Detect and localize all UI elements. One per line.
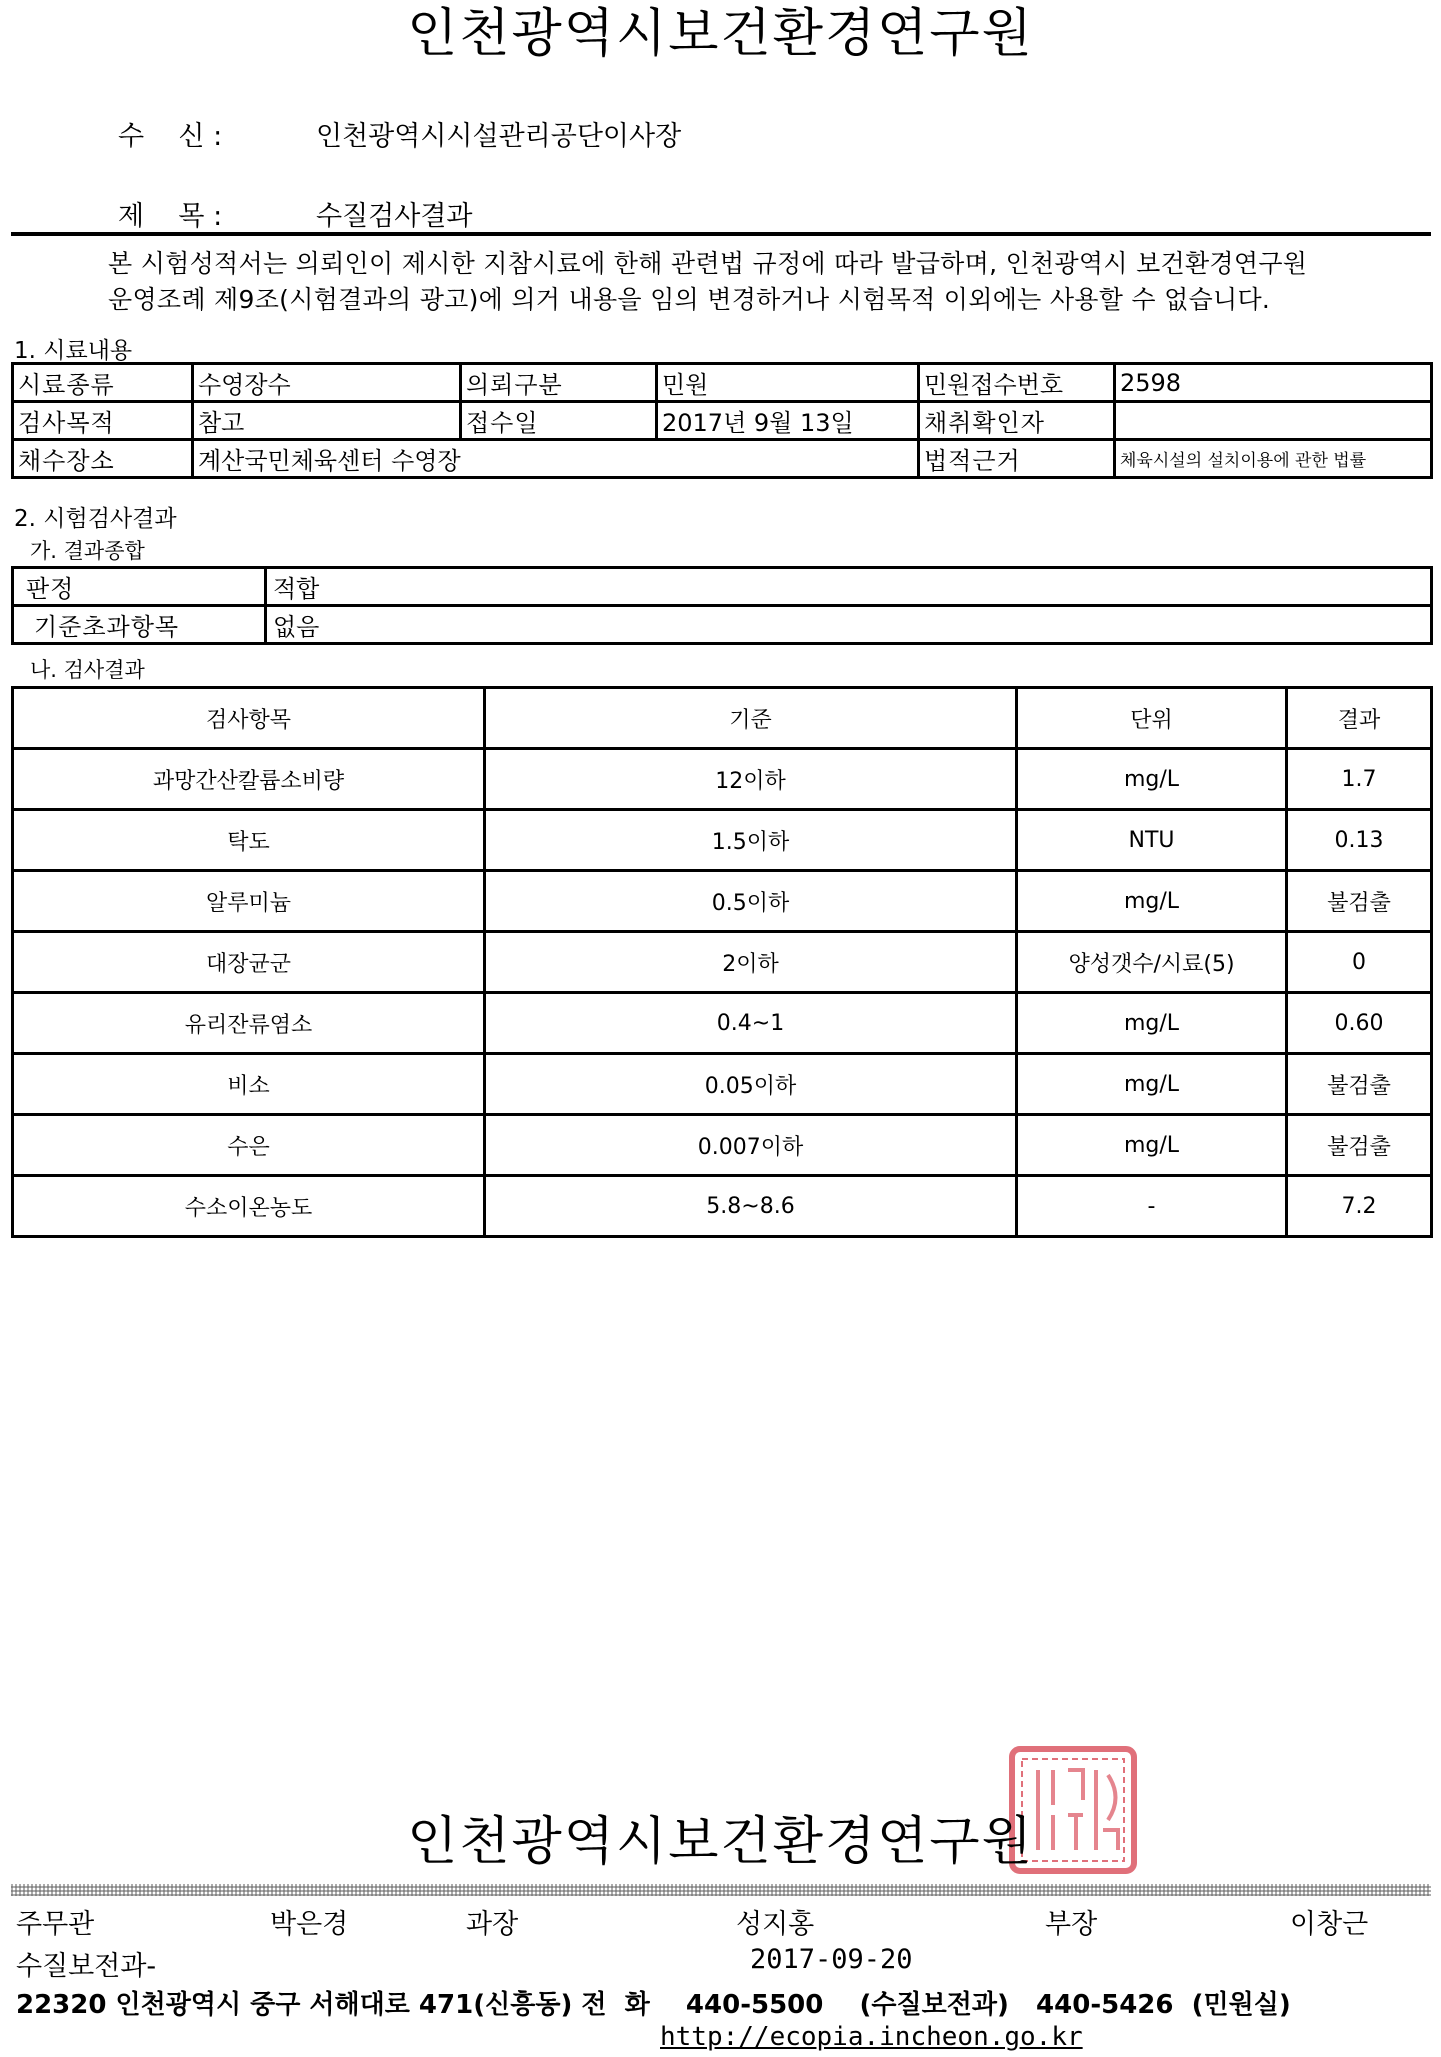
label-cell: 채취확인자 xyxy=(919,402,1115,440)
label-cell: 법적근거 xyxy=(919,440,1115,478)
label-cell: 접수일 xyxy=(461,402,657,440)
recipient-value: 인천광역시시설관리공단이사장 xyxy=(316,121,682,152)
value-cell: 없음 xyxy=(266,606,1432,644)
value-cell: 2598 xyxy=(1115,364,1432,402)
cell-item: 과망간산칼륨소비량 xyxy=(13,749,485,810)
cell-unit: mg/L xyxy=(1017,993,1287,1054)
cell-standard: 0.05이하 xyxy=(485,1054,1017,1115)
label-cell: 채수장소 xyxy=(13,440,193,478)
table-row xyxy=(13,1054,1432,1115)
role-officer: 주무관 xyxy=(16,1909,95,1940)
subject-value: 수질검사결과 xyxy=(316,201,473,232)
cell-item: 알루미늄 xyxy=(13,871,485,932)
value-cell: 민원 xyxy=(657,364,919,402)
value-cell: 참고 xyxy=(193,402,461,440)
label-cell: 의뢰구분 xyxy=(461,364,657,402)
table-row xyxy=(13,749,1432,810)
name-director: 이창근 xyxy=(1290,1909,1369,1940)
cell-result: 불검출 xyxy=(1287,871,1432,932)
subject-label: 제 목 : xyxy=(118,201,223,232)
cell-item: 수은 xyxy=(13,1115,485,1176)
footer-org-title: 인천광역시보건환경연구원 xyxy=(407,1812,1034,1872)
cell-standard: 0.4~1 xyxy=(485,993,1017,1054)
cell-standard: 12이하 xyxy=(485,749,1017,810)
cell-unit: mg/L xyxy=(1017,1054,1287,1115)
issue-date: 2017-09-20 xyxy=(750,1944,913,1975)
value-cell: 적합 xyxy=(266,568,1432,606)
table-header-row xyxy=(13,688,1432,749)
cell-unit: NTU xyxy=(1017,810,1287,871)
document-number: 수질보전과- xyxy=(16,1951,157,1982)
header-divider xyxy=(11,232,1431,236)
cell-item: 유리잔류염소 xyxy=(13,993,485,1054)
section2-title: 2. 시험검사결과 xyxy=(14,506,177,532)
label-cell: 기준초과항목 xyxy=(13,606,266,644)
cell-standard: 1.5이하 xyxy=(485,810,1017,871)
label-cell: 판정 xyxy=(13,568,266,606)
column-header: 기준 xyxy=(485,688,1017,749)
notice-text xyxy=(108,246,1428,318)
cell-standard: 5.8~8.6 xyxy=(485,1176,1017,1237)
table-row xyxy=(13,810,1432,871)
address-line: 22320 인천광역시 중구 서해대로 471(신흥동) 전 화 440-5500 (수질보전과) 440-5426 (민원실) xyxy=(16,1990,1291,2020)
notice-line-1: 본 시험성적서는 의뢰인이 제시한 지참시료에 한해 관련법 규정에 따라 발급하며, 인천광역시 보건환경연구원 xyxy=(108,249,1308,278)
summary-table xyxy=(11,566,1433,645)
cell-item: 대장균군 xyxy=(13,932,485,993)
column-header: 검사항목 xyxy=(13,688,485,749)
name-manager: 성지홍 xyxy=(736,1909,815,1940)
value-cell: 계산국민체육센터 수영장 xyxy=(193,440,919,478)
column-header: 단위 xyxy=(1017,688,1287,749)
label-cell: 검사목적 xyxy=(13,402,193,440)
table-row xyxy=(13,993,1432,1054)
table-row xyxy=(13,932,1432,993)
recipient-label: 수 신 : xyxy=(118,121,223,152)
label-cell: 시료종류 xyxy=(13,364,193,402)
cell-item: 탁도 xyxy=(13,810,485,871)
cell-result: 불검출 xyxy=(1287,1115,1432,1176)
cell-standard: 0.007이하 xyxy=(485,1115,1017,1176)
role-manager: 과장 xyxy=(466,1909,519,1940)
value-cell: 수영장수 xyxy=(193,364,461,402)
label-cell: 민원접수번호 xyxy=(919,364,1115,402)
table-row xyxy=(13,606,1432,644)
document-title: 인천광역시보건환경연구원 xyxy=(407,4,1034,64)
value-cell: 체육시설의 설치이용에 관한 법률 xyxy=(1115,440,1432,478)
cell-standard: 0.5이하 xyxy=(485,871,1017,932)
table-row xyxy=(13,402,1432,440)
cell-standard: 2이하 xyxy=(485,932,1017,993)
cell-unit: 양성갯수/시료(5) xyxy=(1017,932,1287,993)
summary-title: 가. 결과종합 xyxy=(30,539,145,563)
cell-unit: mg/L xyxy=(1017,749,1287,810)
sample-info-table xyxy=(11,362,1433,479)
column-header: 결과 xyxy=(1287,688,1432,749)
footer-divider xyxy=(11,1884,1431,1896)
results-title: 나. 검사결과 xyxy=(30,658,145,682)
table-row xyxy=(13,1176,1432,1237)
table-row xyxy=(13,364,1432,402)
notice-line-2: 운영조례 제9조(시험결과의 광고)에 의거 내용을 임의 변경하거나 시험목적 이외에는 사용할 수 없습니다. xyxy=(108,285,1271,314)
section1-title: 1. 시료내용 xyxy=(14,338,133,364)
cell-result: 0.13 xyxy=(1287,810,1432,871)
cell-item: 수소이온농도 xyxy=(13,1176,485,1237)
name-officer: 박은경 xyxy=(270,1909,349,1940)
cell-result: 1.7 xyxy=(1287,749,1432,810)
value-cell: 2017년 9월 13일 xyxy=(657,402,919,440)
cell-result: 0 xyxy=(1287,932,1432,993)
table-row xyxy=(13,1115,1432,1176)
website-link[interactable]: http://ecopia.incheon.go.kr xyxy=(660,2022,1083,2052)
cell-unit: mg/L xyxy=(1017,1115,1287,1176)
cell-item: 비소 xyxy=(13,1054,485,1115)
cell-result: 7.2 xyxy=(1287,1176,1432,1237)
table-row xyxy=(13,568,1432,606)
table-row xyxy=(13,440,1432,478)
role-director: 부장 xyxy=(1045,1909,1098,1940)
cell-unit: mg/L xyxy=(1017,871,1287,932)
results-table xyxy=(11,686,1433,1238)
cell-unit: - xyxy=(1017,1176,1287,1237)
cell-result: 불검출 xyxy=(1287,1054,1432,1115)
value-cell xyxy=(1115,402,1432,440)
table-row xyxy=(13,871,1432,932)
cell-result: 0.60 xyxy=(1287,993,1432,1054)
